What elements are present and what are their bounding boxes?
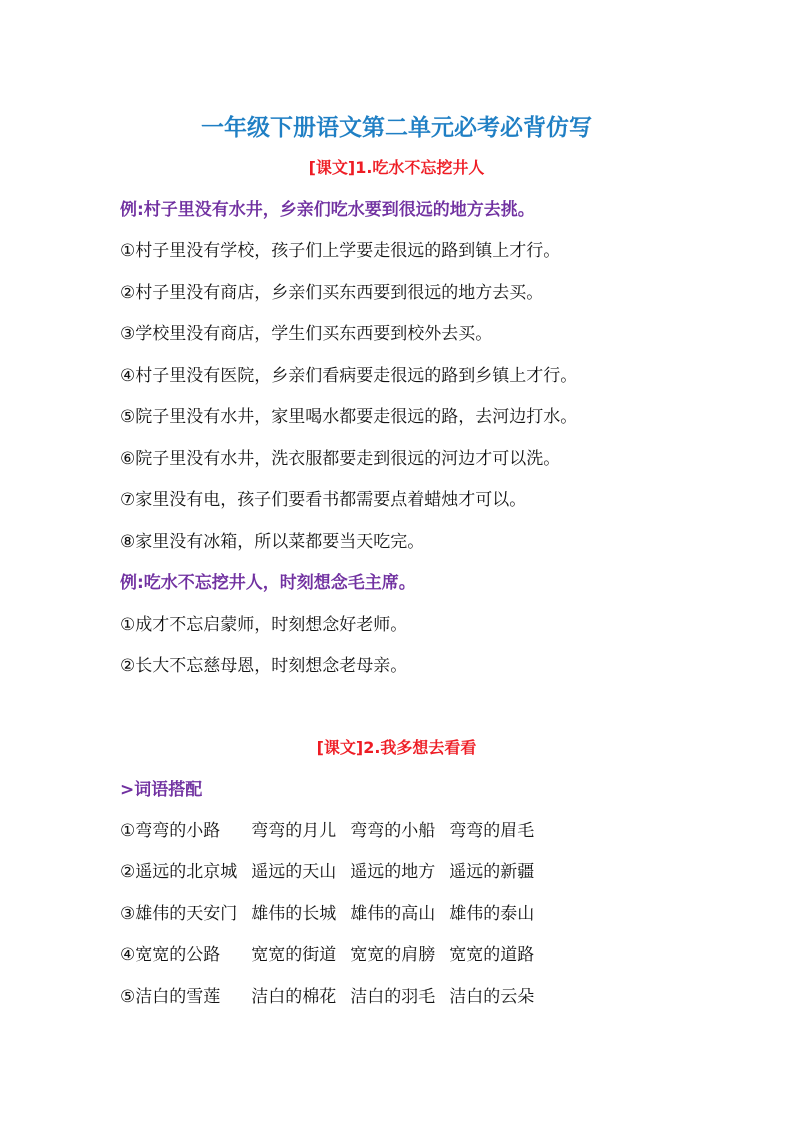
imitation-sentence: ⑤院子里没有水井，家里喝水都要走很远的路，去河边打水。 xyxy=(120,407,578,427)
section-heading-1: [课文]1.吃水不忘挖井人 xyxy=(308,158,485,177)
word-pair: 宽宽的肩膀 xyxy=(350,945,436,965)
word-pairing-heading: >词语搭配 xyxy=(120,779,203,800)
imitation-list-2 xyxy=(120,593,793,676)
word-pair: 遥远的天山 xyxy=(251,862,337,882)
word-pair-row xyxy=(120,821,548,863)
word-pair: 雄伟的高山 xyxy=(350,903,436,924)
word-pair: ②遥远的北京城 xyxy=(120,862,238,882)
word-pair: 遥远的地方 xyxy=(350,862,436,882)
word-pair-row xyxy=(120,862,548,904)
imitation-sentence: ⑥院子里没有水井，洗衣服都要走到很远的河边才可以洗。 xyxy=(120,448,561,469)
imitation-sentence: ③学校里没有商店，学生们买东西要到校外去买。 xyxy=(120,324,493,344)
example-sentence-1: 例:村子里没有水井，乡亲们吃水要到很远的地方去挑。 xyxy=(120,199,535,220)
imitation-list-1 xyxy=(120,220,793,552)
word-pairing-table xyxy=(120,821,548,1029)
word-pair: 遥远的新疆 xyxy=(449,862,535,882)
word-pair: 洁白的云朵 xyxy=(449,986,535,1007)
word-pair: ①弯弯的小路 xyxy=(120,820,221,841)
word-pair: ③雄伟的天安门 xyxy=(120,903,238,924)
imitation-sentence: ②长大不忘慈母恩，时刻想念老母亲。 xyxy=(120,656,408,676)
word-pair: 弯弯的小船 xyxy=(350,820,436,841)
section-heading-2: [课文]2.我多想去看看 xyxy=(316,738,477,757)
word-pair: 洁白的棉花 xyxy=(251,986,337,1007)
imitation-sentence: ②村子里没有商店，乡亲们买东西要到很远的地方去买。 xyxy=(120,282,544,303)
word-pair: ④宽宽的公路 xyxy=(120,945,221,965)
page-title: 一年级下册语文第二单元必考必背仿写 xyxy=(201,115,592,141)
word-pair: 宽宽的街道 xyxy=(251,945,337,965)
word-pair-row xyxy=(120,904,548,946)
word-pair: 雄伟的长城 xyxy=(251,903,337,924)
imitation-sentence: ④村子里没有医院，乡亲们看病要走很远的路到乡镇上才行。 xyxy=(120,365,578,386)
imitation-sentence: ⑦家里没有电，孩子们要看书都需要点着蜡烛才可以。 xyxy=(120,490,527,510)
word-pair: 洁白的羽毛 xyxy=(350,986,436,1007)
word-pair: 雄伟的泰山 xyxy=(449,903,535,924)
example-sentence-2: 例:吃水不忘挖井人，时刻想念毛主席。 xyxy=(120,573,416,593)
word-pair-row xyxy=(120,945,548,987)
imitation-sentence: ⑧家里没有冰箱，所以菜都要当天吃完。 xyxy=(120,531,425,552)
imitation-sentence: ①村子里没有学校，孩子们上学要走很远的路到镇上才行。 xyxy=(120,241,561,261)
word-pair: 弯弯的眉毛 xyxy=(449,820,535,841)
word-pair: 弯弯的月儿 xyxy=(251,820,337,841)
imitation-sentence: ①成才不忘启蒙师，时刻想念好老师。 xyxy=(120,614,408,635)
word-pair-row xyxy=(120,987,548,1029)
word-pair: ⑤洁白的雪莲 xyxy=(120,986,221,1007)
word-pair: 宽宽的道路 xyxy=(449,945,535,965)
